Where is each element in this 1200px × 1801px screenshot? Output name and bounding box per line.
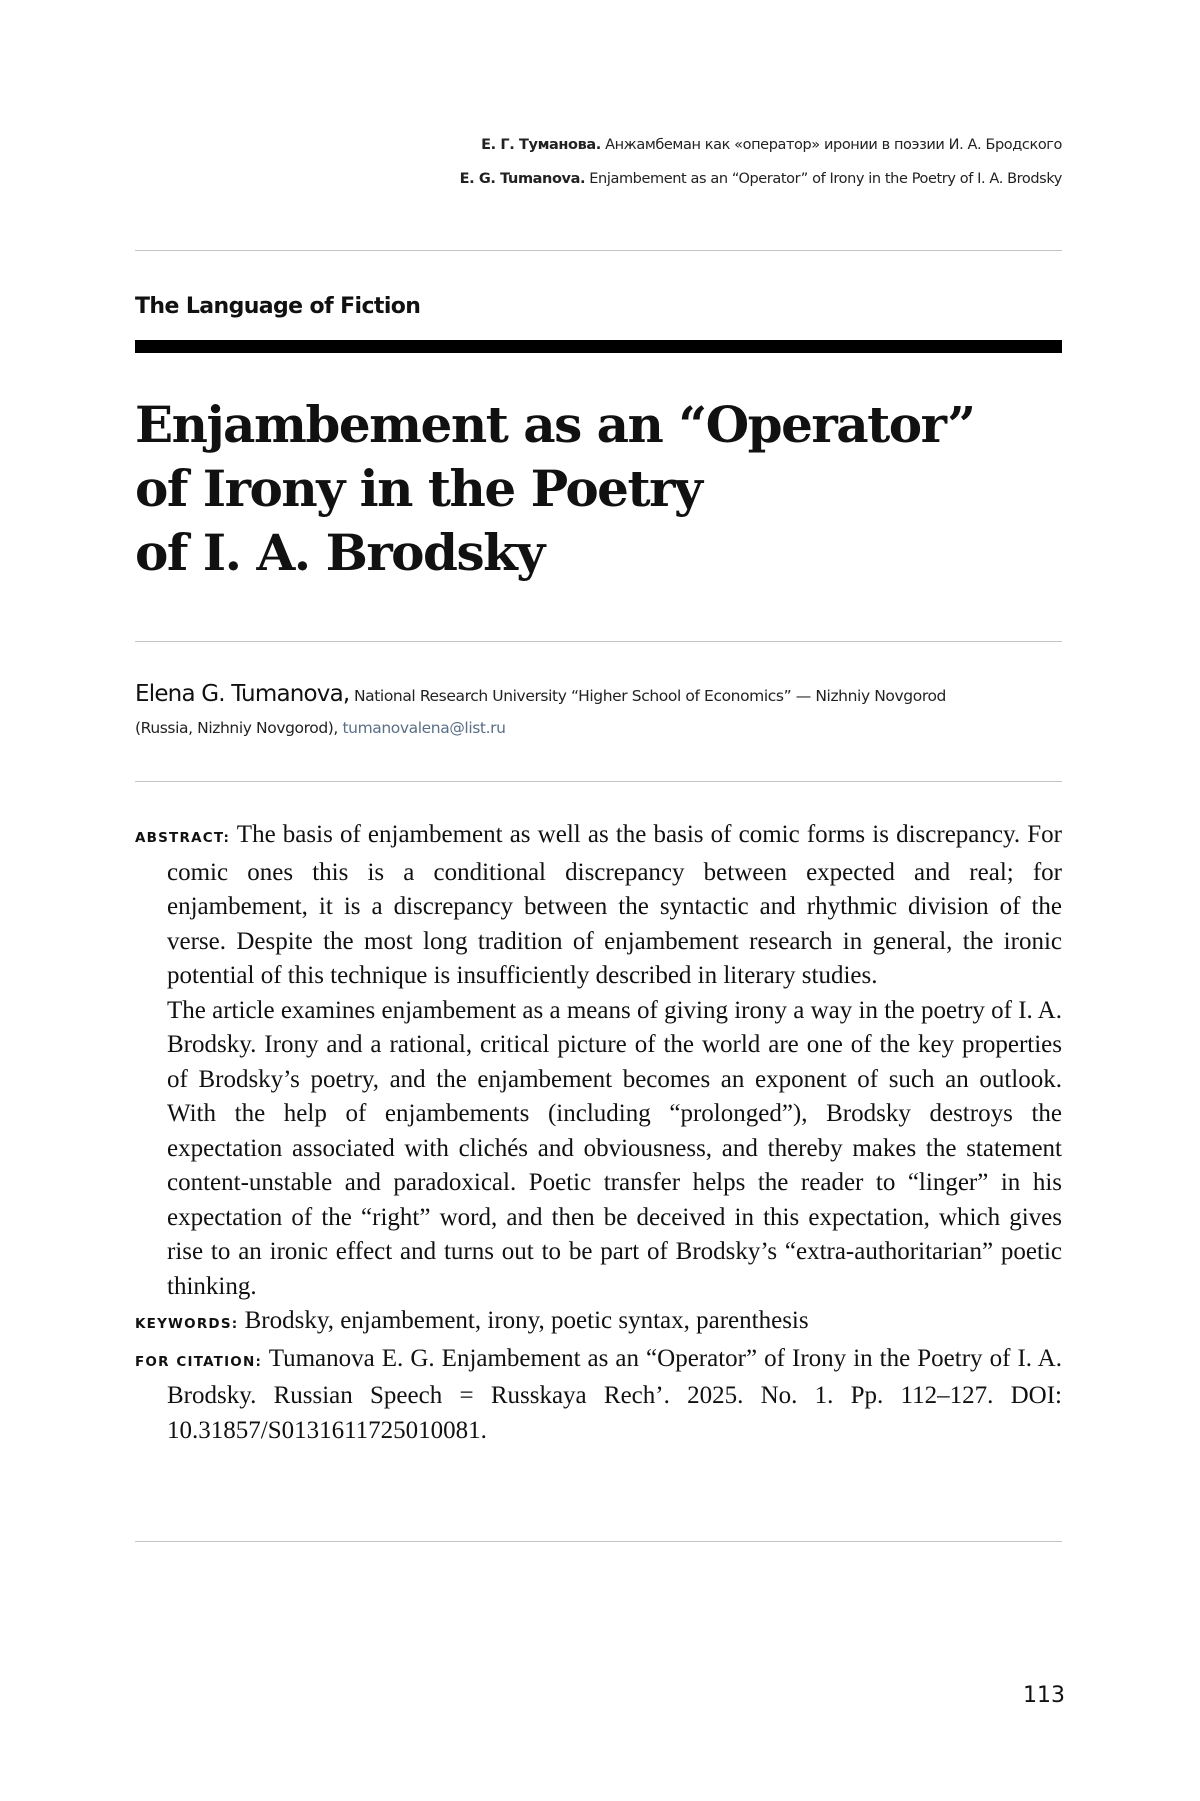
keywords-text: Brodsky, enjambement, irony, poetic syntax, parenthesis (244, 1307, 809, 1334)
section-thick-rule (135, 340, 1062, 353)
author-block (135, 678, 1062, 744)
running-header (460, 128, 1062, 196)
citation-text: Tumanova E. G. Enjambement as an “Operator” of Irony in the Poetry of I. A. Brodsky. Russian Speech = Russkaya Rech’. 2025. No. 1. Pp. 112–127. DOI: 10.31857/S0131611725010081. (167, 1344, 1062, 1444)
title-line-2: of Irony in the Poetry (135, 459, 702, 518)
header-divider (135, 250, 1062, 251)
running-header-ru-author: Е. Г. Туманова. (481, 137, 601, 153)
running-header-ru-title: Анжамбеман как «оператор» иронии в поэзии И. А. Бродского (605, 137, 1062, 153)
author-line-2 (135, 712, 1062, 744)
author-affiliation: National Research University “Higher School of Economics” — Nizhniy Novgorod (353, 687, 946, 705)
abstract-divider (135, 1541, 1062, 1542)
running-header-en-author: E. G. Tumanova. (459, 171, 586, 187)
abstract-paragraph-2: The article examines enjambement as a means of giving irony a way in the poetry of I. A. Brodsky. Irony and a rational, critical picture of the world are one of the key properties of Brodsky’s poetry, and the enjambement becomes an exponent of such an outlook. With the help of enjambements (including “prolonged”), Brodsky destroys the expectation associated with clichés and obviousness, and thereby makes the statement content-unstable and paradoxical. Poetic transfer helps the reader to “linger” in his expectation of the “right” word, and then be deceived in this expectation, which gives rise to an ironic effect and turns out to be part of Brodsky’s “extra-authoritarian” poetic thinking. (167, 996, 1062, 1300)
section-label: The Language of Fiction (135, 294, 421, 319)
keywords-paragraph (135, 1304, 1062, 1342)
abstract-paragraph-1 (135, 818, 1062, 994)
citation-label: FOR CITATION: (135, 1353, 263, 1370)
author-line-1 (135, 678, 1062, 712)
abstract-text-1: The basis of enjambement as well as the basis of comic forms is discrepancy. For comic ones this is a conditional discrepancy between expected and real; for enjambement, it is a discrepancy between the syntactic and rhythmic division of the verse. Despite the most long tradition of enjambement research in general, the ironic potential of this technique is insufficiently described in literary studies. (167, 821, 1062, 989)
title-divider (135, 641, 1062, 642)
author-email-link[interactable]: tumanovalena@list.ru (342, 719, 506, 737)
article-title (135, 393, 1062, 585)
abstract-block (135, 818, 1062, 1448)
page-number: 113 (1023, 1683, 1065, 1708)
running-header-en (460, 162, 1062, 196)
abstract-label: ABSTRACT: (135, 830, 231, 846)
title-line-3: of I. A. Brodsky (135, 523, 544, 582)
author-divider (135, 781, 1062, 782)
author-location: (Russia, Nizhniy Novgorod), (135, 719, 338, 737)
running-header-en-title: Enjambement as an “Operator” of Irony in the Poetry of I. A. Brodsky (589, 171, 1062, 187)
title-line-1: Enjambement as an “Operator” (135, 395, 975, 454)
author-name: Elena G. Tumanova, (135, 681, 350, 707)
citation-paragraph (135, 1342, 1062, 1449)
running-header-ru (460, 128, 1062, 162)
keywords-label: KEYWORDS: (135, 1316, 239, 1332)
